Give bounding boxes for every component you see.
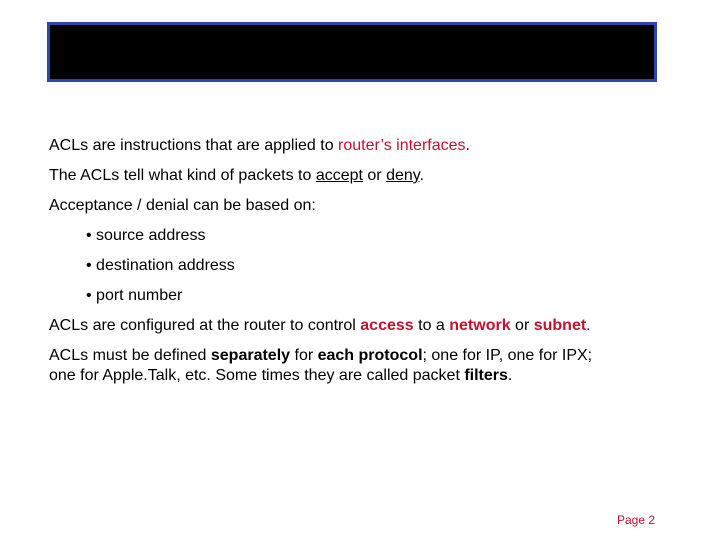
- text-segment: ACLs must be defined: [49, 347, 211, 364]
- underlined-accept: accept: [315, 167, 363, 184]
- text-segment: or: [510, 317, 534, 334]
- paragraph-based-on: Acceptance / denial can be based on:: [49, 197, 316, 214]
- text-segment: .: [507, 367, 513, 384]
- bold-each-protocol: each protocol: [317, 347, 423, 364]
- text-segment: ACLs are configured at the router to control: [49, 317, 361, 334]
- text-segment: The ACLs tell what kind of packets to: [49, 167, 316, 184]
- highlight-router-interfaces: router’s interfaces: [338, 137, 466, 154]
- text-segment: .: [586, 317, 591, 334]
- page-number: Page 2: [617, 513, 656, 527]
- paragraph-per-protocol-line2: [49, 366, 512, 386]
- bullet-destination-address: • destination address: [86, 257, 235, 274]
- text-segment: .: [465, 137, 470, 154]
- text-segment: one for Apple.Talk, etc. Some times they are called packet: [49, 367, 465, 384]
- bold-separately: separately: [210, 347, 291, 364]
- underlined-deny: deny: [386, 167, 420, 184]
- text-segment: or: [362, 167, 387, 184]
- highlight-network: network: [449, 317, 511, 334]
- text-segment: ACLs are instructions that are applied to: [49, 137, 339, 154]
- text-segment: for: [290, 347, 318, 364]
- text-segment: ; one for IP, one for IPX;: [422, 347, 593, 364]
- text-segment: to a: [413, 317, 450, 334]
- bullet-source-address: • source address: [86, 227, 206, 244]
- paragraph-configured: [49, 316, 591, 336]
- bold-filters: filters: [464, 367, 508, 384]
- paragraph-accept-deny: [49, 166, 424, 186]
- paragraph-acl-definition: [49, 136, 470, 156]
- highlight-access: access: [360, 317, 414, 334]
- highlight-subnet: subnet: [533, 317, 587, 334]
- slide-title-bar: [47, 22, 657, 82]
- text-segment: .: [419, 167, 425, 184]
- paragraph-per-protocol-line1: [49, 346, 592, 366]
- bullet-port-number: • port number: [86, 287, 183, 304]
